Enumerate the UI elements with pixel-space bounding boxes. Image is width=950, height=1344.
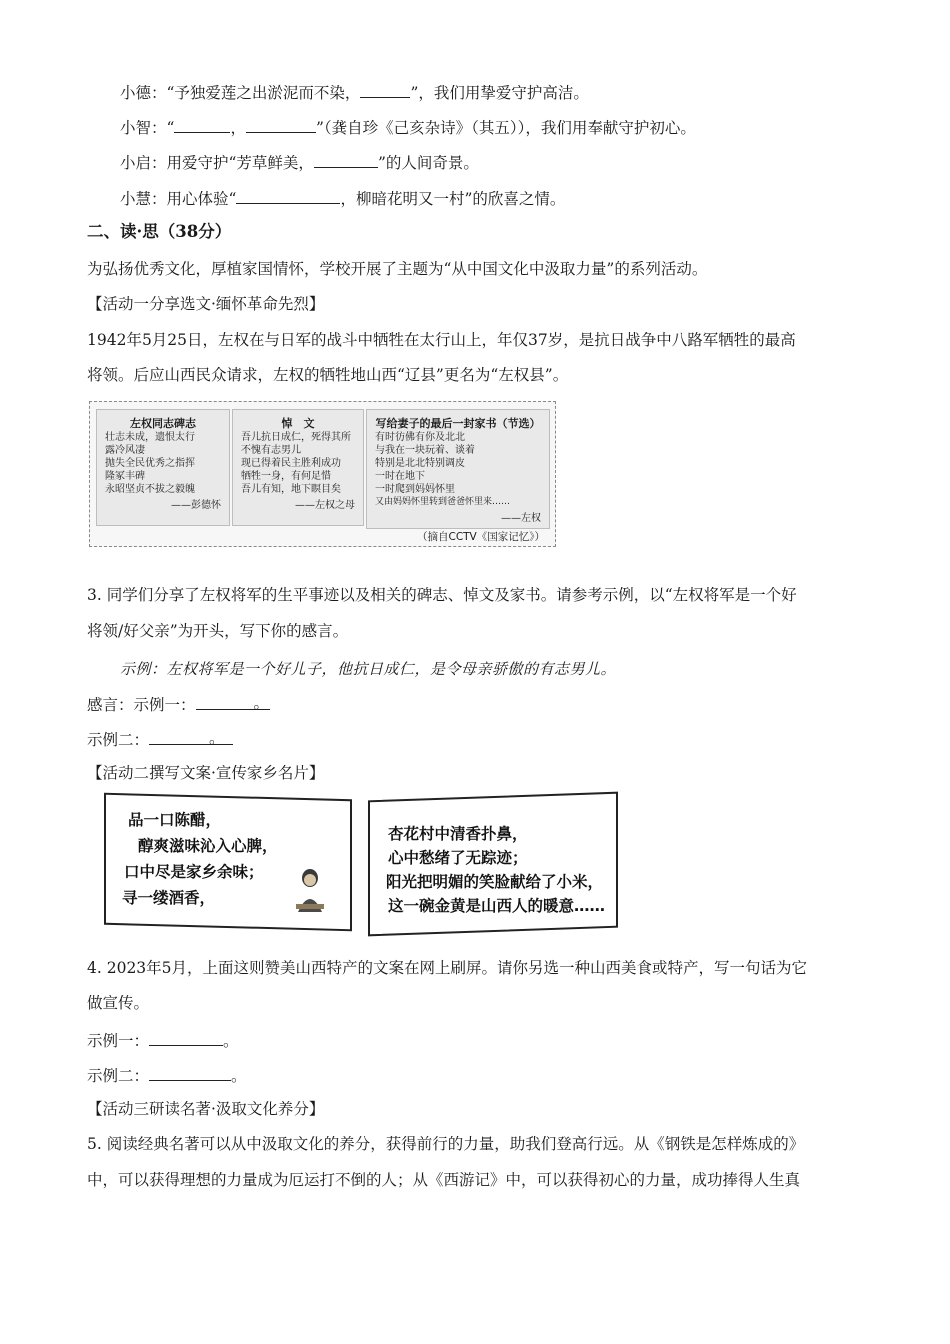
q2-line-xiaode: 小德：“予独爱莲之出淤泥而不染， ”，我们用挚爱守护高洁。 [120, 81, 589, 103]
q5-text: 中，可以获得理想的力量成为厄运打不倒的人；从《西游记》中，可以获得初心的力量，成功捧得人生真 [87, 1171, 801, 1189]
answer-blank[interactable] [236, 187, 340, 204]
booklet-line: 寻一缕酒香， [122, 889, 216, 907]
panel-line: 与我在一块玩着、谈着 [375, 445, 475, 456]
panel-line: 一时爬到妈妈怀里 [375, 484, 455, 495]
answer-blank[interactable] [314, 151, 378, 168]
stele-panel [366, 409, 550, 529]
q3-answer-2: 示例二： 。 [87, 728, 233, 750]
q2-line-xiaozhi: 小智：“ ， ”（龚自珍《己亥杂诗》（其五）），我们用奉献守护初心。 [120, 116, 696, 138]
panel-signature: ——左权 [501, 513, 541, 524]
q4-answer-2: 示例二： 。 [87, 1064, 247, 1086]
panel-line: 抛失全民优秀之指挥 [105, 458, 195, 469]
panel-line: 壮志未成，遗恨太行 [105, 432, 195, 443]
panel-line: 特别是北北特别调皮 [375, 458, 465, 469]
q4-answer-1: 示例一： 。 [87, 1029, 239, 1051]
booklet-image [90, 794, 630, 940]
q3-text: 3. 同学们分享了左权将军的生平事迹以及相关的碑志、悼文及家书。请参考示例，以“左权将军是一个好 [87, 586, 797, 604]
q3-text: 将领/好父亲”为开头，写下你的感言。 [87, 622, 349, 640]
booklet-line: 口中尽是家乡余味； [124, 863, 264, 881]
activity1-text: 1942年5月25日，左权在与日军的战斗中牺牲在太行山上，年仅37岁，是抗日战争中八路军牺牲的最高 [87, 331, 796, 349]
panel-line: 露冷风凄 [105, 445, 145, 456]
panel-signature: ——左权之母 [295, 500, 355, 511]
section-intro: 为弘扬优秀文化，厚植家国情怀，学校开展了主题为“从中国文化中汲取力量”的系列活动。 [87, 260, 708, 278]
booklet-line: 品一口陈醋， [128, 811, 222, 829]
stele-panel [96, 409, 230, 526]
q2-line-xiaoqi: 小启：用爱守护“芳草鲜美， ”的人间奇景。 [120, 151, 479, 173]
panel-line: 吾儿有知，地下瞑目矣 [241, 484, 341, 495]
panel-line: 吾儿抗日成仁，死得其所 [241, 432, 351, 443]
booklet-line: 阳光把明媚的笑脸献给了小米， [386, 873, 604, 891]
villager-illustration [290, 866, 330, 914]
answer-blank[interactable] [149, 1064, 231, 1081]
q3-example: 示例：左权将军是一个好儿子，他抗日成仁，是令母亲骄傲的有志男儿。 [120, 660, 617, 678]
activity1-title: 【活动一分享选文·缅怀革命先烈】 [87, 295, 325, 313]
activity3-title: 【活动三研读名著·汲取文化养分】 [87, 1100, 325, 1118]
q2-line-xiaohui: 小慧：用心体验“ ，柳暗花明又一村”的欣喜之情。 [120, 187, 565, 209]
panel-line: 又由妈妈怀里转到爸爸怀里来…… [375, 497, 511, 507]
panel-line: 一时在地下 [375, 471, 425, 482]
answer-blank[interactable] [174, 116, 230, 133]
q3-answer-1: 感言：示例一： 。 [87, 694, 270, 714]
booklet-line: 杏花村中清香扑鼻， [388, 825, 528, 843]
answer-blank[interactable]: 。 [196, 693, 270, 710]
q5-text: 5. 阅读经典名著可以从中汲取文化的养分，获得前行的力量，助我们登高行远。从《钢铁是怎样炼成的》 [87, 1135, 805, 1153]
stele-image [89, 401, 556, 547]
activity2-title: 【活动二撰写文案·宣传家乡名片】 [87, 764, 325, 782]
q4-text: 4. 2023年5月，上面这则赞美山西特产的文案在网上刷屏。请你另选一种山西美食或特产，写一句话为它 [87, 959, 808, 977]
answer-blank[interactable] [246, 116, 316, 133]
booklet-line: 这一碗金黄是山西人的暖意…… [388, 897, 606, 915]
panel-line: 牺牲一身，有何足惜 [241, 471, 331, 482]
panel-signature: ——彭德怀 [171, 500, 221, 511]
panel-line: 不愧有志男儿 [241, 445, 301, 456]
booklet-line: 心中愁绪了无踪迹； [388, 849, 528, 867]
panel-title: 写给妻子的最后一封家书（节选） [375, 417, 541, 430]
panel-line: 永昭坚贞不拔之毅魄 [105, 484, 195, 495]
panel-line: 有时彷佛有你及北北 [375, 432, 465, 443]
q4-text: 做宣传。 [87, 994, 150, 1012]
panel-line: 现已得着民主胜利成功 [241, 458, 341, 469]
image-caption: （摘自CCTV《国家记忆》） [416, 531, 545, 543]
booklet-line: 醇爽滋味沁入心脾， [138, 837, 278, 855]
panel-title: 悼 文 [281, 417, 315, 430]
activity1-text: 将领。后应山西民众请求，左权的牺牲地山西“辽县”更名为“左权县”。 [87, 366, 569, 384]
stele-panel [232, 409, 364, 526]
panel-line: 隆冢丰碑 [105, 471, 145, 482]
section-heading: 二、读·思（38分） [87, 222, 232, 241]
panel-title: 左权同志碑志 [130, 417, 196, 430]
answer-blank[interactable]: 。 [149, 728, 233, 745]
answer-blank[interactable] [360, 81, 410, 98]
answer-blank[interactable] [149, 1029, 223, 1046]
